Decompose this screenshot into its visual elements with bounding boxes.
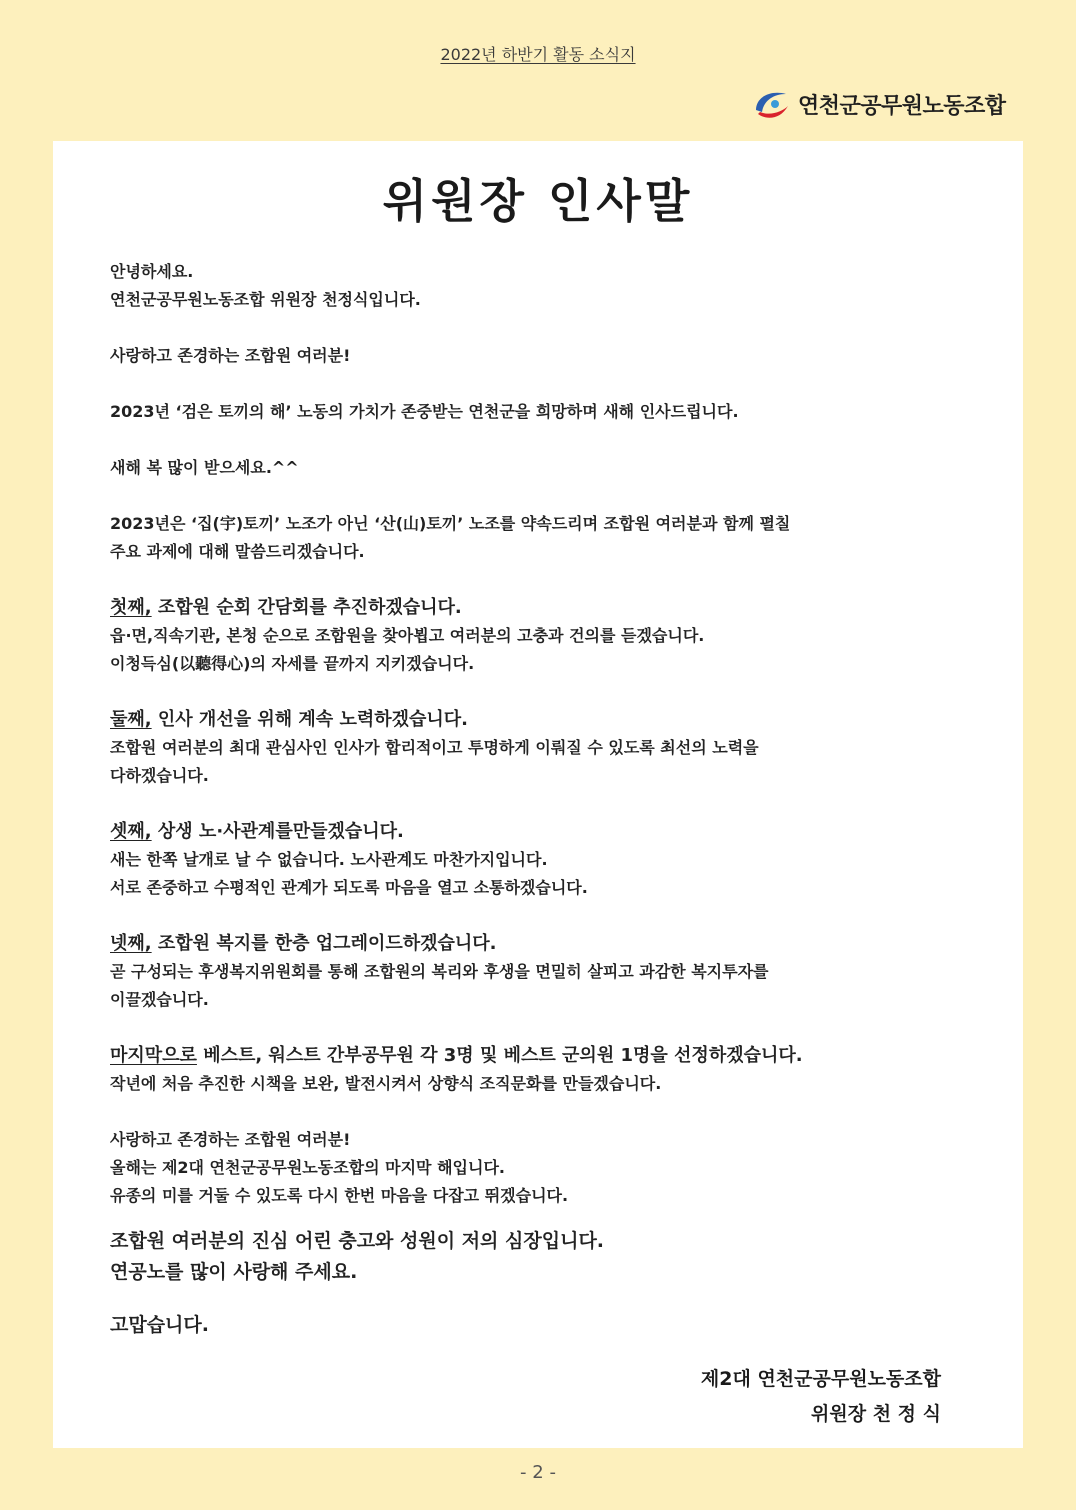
section-line: 다하겠습니다.	[110, 766, 209, 785]
section-title: 인사 개선을 위해 계속 노력하겠습니다.	[151, 709, 469, 730]
section-heading	[110, 930, 980, 958]
final-year-line: 유종의 미를 거둘 수 있도록 다시 한번 마음을 다잡고 뛰겠습니다.	[110, 1186, 569, 1205]
section-marker: 첫째,	[110, 597, 152, 618]
section-line: 곧 구성되는 후생복지위원회를 통해 조합원의 복리와 후생을 면밀히 살피고 과감한 복지투자를	[110, 962, 769, 981]
section-heading	[110, 1042, 980, 1070]
letter-body	[110, 258, 980, 1341]
section-title: 조합원 복지를 한층 업그레이드하겠습니다.	[151, 933, 497, 954]
union-logo	[752, 84, 1052, 124]
letter-card	[53, 141, 1023, 1448]
section-line: 이끌겠습니다.	[110, 990, 209, 1009]
section-line: 조합원 여러분의 최대 관심사인 인사가 합리적이고 투명하게 이뤄질 수 있도록 최선의 노력을	[110, 738, 759, 757]
section-title: 베스트, 워스트 간부공무원 각 3명 및 베스트 군의원 1명을 선정하겠습니다.	[196, 1045, 803, 1066]
section-line: 이청득심(以聽得心)의 자세를 끝까지 지키겠습니다.	[110, 654, 475, 673]
thanks-line: 고맙습니다.	[110, 1314, 209, 1336]
section-title: 조합원 순회 간담회를 추진하겠습니다.	[151, 597, 462, 618]
section-title: 상생 노·사관계를만들겠습니다.	[151, 821, 404, 842]
union-emblem-icon	[752, 86, 792, 122]
intro-line: 주요 과제에 대해 말씀드리겠습니다.	[110, 542, 365, 561]
new-year-line: 2023년 ‘검은 토끼의 해’ 노동의 가치가 존중받는 연천군을 희망하며 새해 인사드립니다.	[110, 402, 739, 421]
new-year-line: 새해 복 많이 받으세요.^^	[110, 458, 299, 477]
section-marker: 마지막으로	[110, 1045, 197, 1066]
section-marker: 넷째,	[110, 933, 152, 954]
section-marker: 셋째,	[110, 821, 152, 842]
section-heading	[110, 706, 980, 734]
signature-name: 위원장 천 정 식	[811, 1403, 941, 1425]
section-marker: 둘째,	[110, 709, 152, 730]
final-year-line: 올해는 제2대 연천군공무원노동조합의 마지막 해입니다.	[110, 1158, 505, 1177]
section-heading	[110, 594, 980, 622]
header-title: 2022년 하반기 활동 소식지	[440, 45, 636, 64]
section-heading	[110, 818, 980, 846]
greeting-line: 안녕하세요.	[110, 262, 194, 281]
org-name: 연천군공무원노동조합	[798, 93, 1006, 119]
closing-line: 조합원 여러분의 진심 어린 충고와 성원이 저의 심장입니다.	[110, 1230, 605, 1252]
section-line: 작년에 처음 추진한 시책을 보완, 발전시켜서 상향식 조직문화를 만들겠습니다.	[110, 1074, 662, 1093]
page-title: 위원장 인사말	[382, 174, 694, 228]
page-number: - 2 -	[520, 1462, 556, 1483]
signature-org: 제2대 연천군공무원노동조합	[700, 1368, 941, 1390]
address-line: 사랑하고 존경하는 조합원 여러분!	[110, 346, 351, 365]
intro-line: 2023년은 ‘집(宇)토끼’ 노조가 아닌 ‘산(山)토끼’ 노조를 약속드리며 조합원 여러분과 함께 펼칠	[110, 514, 791, 533]
section-line: 새는 한쪽 날개로 날 수 없습니다. 노사관계도 마찬가지입니다.	[110, 850, 548, 869]
greeting-line: 연천군공무원노동조합 위원장 천정식입니다.	[110, 290, 421, 309]
address-line: 사랑하고 존경하는 조합원 여러분!	[110, 1130, 351, 1149]
section-line: 읍·면,직속기관, 본청 순으로 조합원을 찾아뵙고 여러분의 고충과 건의를 듣겠습니다.	[110, 626, 705, 645]
section-line: 서로 존중하고 수평적인 관계가 되도록 마음을 열고 소통하겠습니다.	[110, 878, 588, 897]
closing-line: 연공노를 많이 사랑해 주세요.	[110, 1261, 358, 1283]
